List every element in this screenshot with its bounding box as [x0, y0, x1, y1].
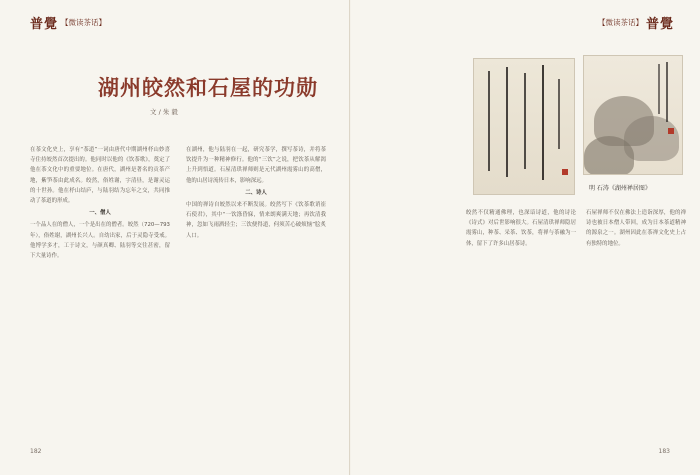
paragraph: 皎然不仅精通佛理，也深谙诗道，他的诗论《诗式》对后世影响很大。石屋清珙禅师隐居霞雾山，种茶、采茶、饮茶，将禅与茶融为一体，留下了许多山居茶诗。 [466, 210, 576, 247]
page-number-right: 183 [658, 448, 670, 455]
paragraph: 在茶文化史上，享有“茶道”一词由唐代中期湖州杼山妙喜寺住持皎然首次提出的。他同时以他的《饮茶歌》，奠定了他在茶文化中的重要地位。在唐代，湖州是著名的贡茶产地，紫笋茶由此成名。皎然，俗姓谢，字清昼，是谢灵运的十世孙。他在杼山结庐，与陆羽结为忘年之交，共同推动了茶道的形成。 [30, 147, 170, 205]
section-heading: 一、僧人 [89, 210, 111, 217]
paragraph: 一个品人在的僧人，一个是出在的僧者。皎然（720—793年），俗姓谢，湖州长兴人。自幼出家，后于灵隐寺受戒。他博学多才，工于诗文，与颜真卿、陆羽等交往甚密，留下大量诗作。 [30, 222, 170, 260]
right-page [351, 0, 700, 475]
paragraph: 在湖州，他与陆羽在一起，研究茶学，撰写茶诗，并将茶饮提升为一种精神修行。他的“三饮”之说，把饮茶从解渴上升到悟道。石屋清珙禅师则是元代湖州霞雾山的高僧，他的山居诗流传日本，影响深远。 [186, 147, 326, 184]
column-name: 【微读茶话】 [61, 18, 107, 27]
page-number-left: 182 [30, 448, 42, 455]
article-author: 文 / 朱 毅 [150, 108, 178, 116]
paragraph: 中国的禅诗自皎然以来不断发展。皎然写下《饮茶歌诮崔石使君》，其中“一饮涤昏寐，情来朗爽满天地；再饮清我神，忽如飞雨洒轻尘；三饮便得道，何须苦心破烦恼”脍炙人口。 [186, 202, 326, 239]
text-column-3 [466, 208, 576, 249]
header-tag-left [30, 13, 106, 32]
image-caption: 明 石涛《湖州禅居图》 [589, 185, 651, 192]
painting-image [583, 55, 683, 175]
paragraph: 石屋禅师不仅在佛法上造诣深厚，他的禅诗也被日本僧人带回，成为日本茶道精神的源泉之一。湖州因此在茶禅文化史上占有独特的地位。 [586, 210, 686, 247]
column-name: 【微读茶话】 [597, 18, 643, 27]
brand-logo: 普覺 [30, 17, 59, 32]
calligraphy-image [473, 58, 575, 195]
section-heading: 二、诗人 [245, 189, 267, 196]
text-column-1 [30, 145, 170, 261]
brand-logo: 普覺 [645, 17, 674, 32]
text-column-4 [586, 208, 686, 249]
article-title: 湖州皎然和石屋的功勋 [98, 75, 318, 100]
text-column-2 [186, 145, 326, 241]
header-tag-right [598, 13, 674, 32]
